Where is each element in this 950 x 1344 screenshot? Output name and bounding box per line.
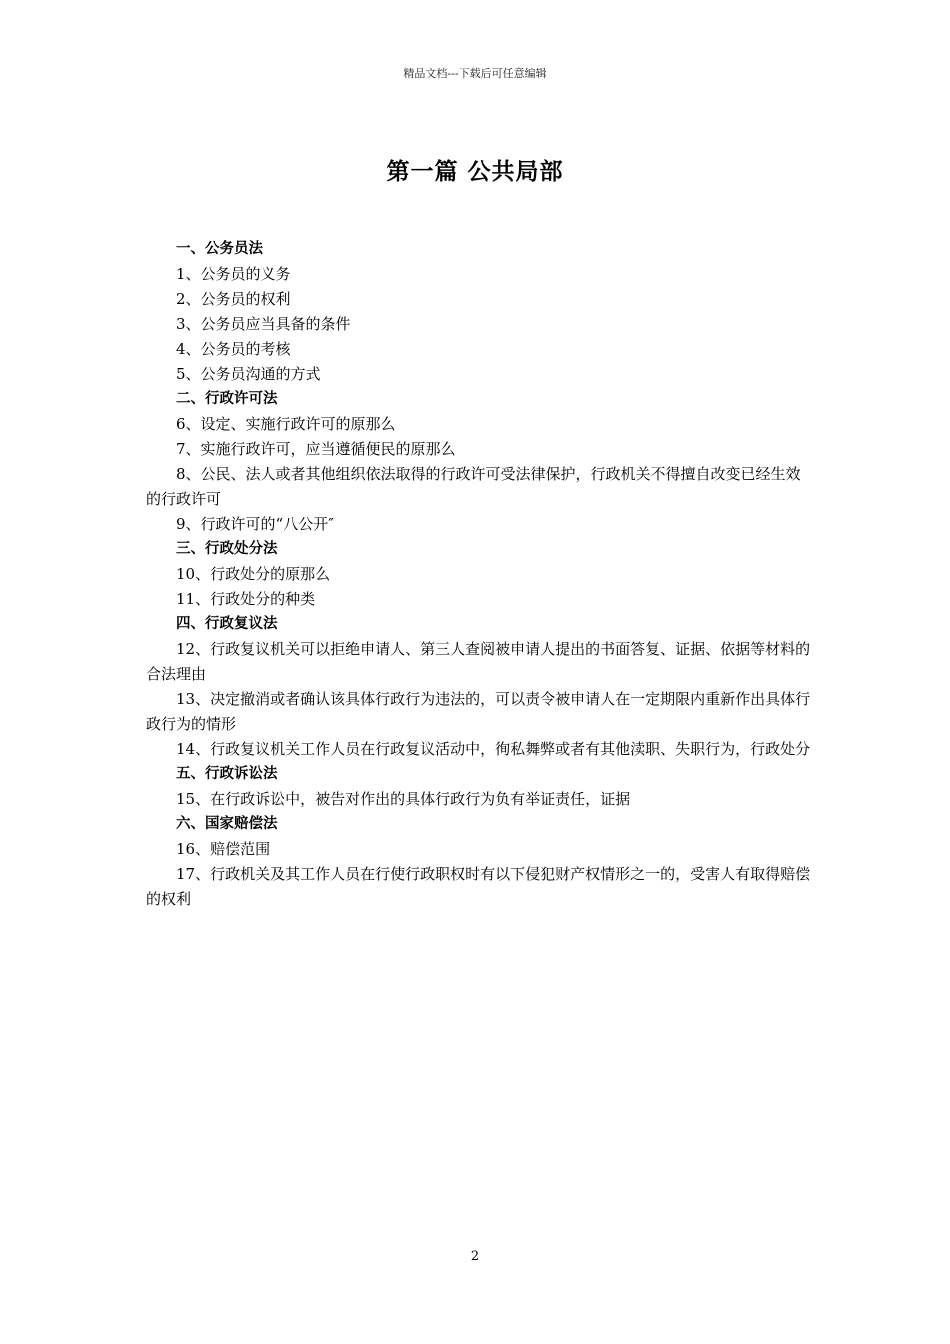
outline-item: 17、行政机关及其工作人员在行使行政职权时有以下侵犯财产权情形之一的，受害人有取得赔偿的权利 bbox=[146, 865, 811, 908]
section-heading: 二、行政许可法 bbox=[176, 391, 278, 407]
outline-item: 10、行政处分的原那么 bbox=[176, 565, 331, 583]
section-heading: 一、公务员法 bbox=[176, 241, 263, 257]
outline-item: 9、行政许可的“八公开″ bbox=[176, 515, 334, 533]
outline-item: 13、决定撤消或者确认该具体行政行为违法的，可以责令被申请人在一定期限内重新作出具体行政行为的情形 bbox=[146, 690, 811, 733]
outline-item: 1、公务员的义务 bbox=[176, 265, 291, 283]
outline-item: 8、公民、法人或者其他组织依法取得的行政许可受法律保护，行政机关不得擅自改变已经生效的行政许可 bbox=[146, 465, 801, 508]
outline-item: 14、行政复议机关工作人员在行政复议活动中，徇私舞弊或者有其他渎职、失职行为，行政处分 bbox=[176, 740, 811, 758]
document-title: 第一篇 公共局部 bbox=[386, 159, 564, 185]
outline-item: 15、在行政诉讼中，被告对作出的具体行政行为负有举证责任，证据 bbox=[176, 790, 631, 808]
document-body bbox=[146, 237, 811, 912]
page-number: 2 bbox=[470, 1249, 480, 1264]
outline-item: 16、赔偿范围 bbox=[176, 840, 271, 858]
outline-item: 4、公务员的考核 bbox=[176, 340, 291, 358]
page-header: 精品文档---下载后可任意编辑 bbox=[403, 67, 547, 80]
outline-item: 3、公务员应当具备的条件 bbox=[176, 315, 351, 333]
section-heading: 六、国家赔偿法 bbox=[176, 816, 278, 832]
outline-item: 7、实施行政许可，应当遵循便民的原那么 bbox=[176, 440, 456, 458]
section-heading: 五、行政诉讼法 bbox=[176, 766, 278, 782]
outline-item: 11、行政处分的种类 bbox=[176, 590, 316, 608]
outline-item: 5、公务员沟通的方式 bbox=[176, 365, 321, 383]
section-heading: 三、行政处分法 bbox=[176, 541, 278, 557]
outline-item: 12、行政复议机关可以拒绝申请人、第三人查阅被申请人提出的书面答复、证据、依据等材料的合法理由 bbox=[146, 640, 811, 683]
outline-item: 6、设定、实施行政许可的原那么 bbox=[176, 415, 396, 433]
section-heading: 四、行政复议法 bbox=[176, 616, 278, 632]
outline-item: 2、公务员的权利 bbox=[176, 290, 291, 308]
